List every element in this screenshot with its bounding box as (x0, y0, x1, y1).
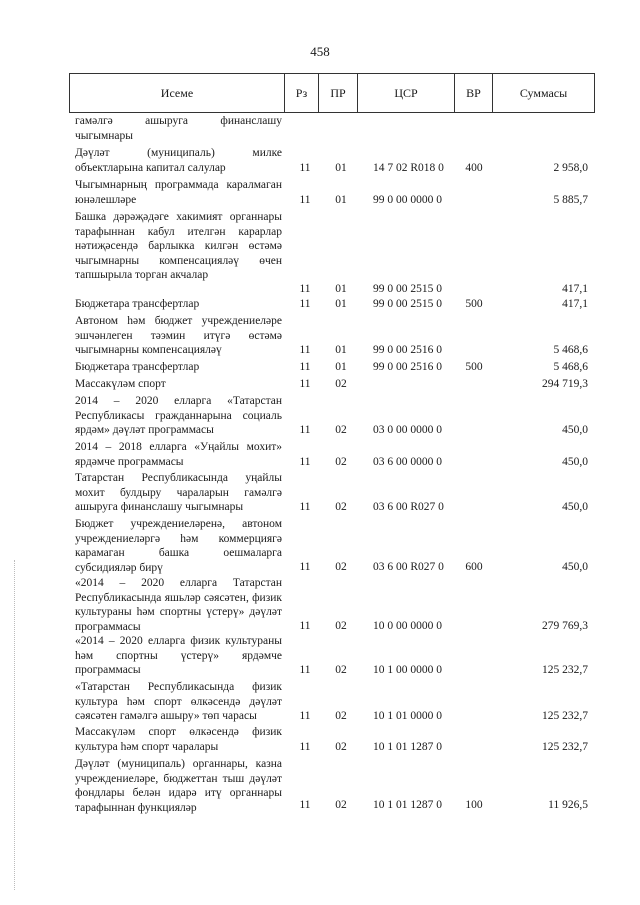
row-csr: 10 1 00 0000 0 (373, 664, 442, 676)
row-rz: 11 (299, 501, 311, 513)
row-rz: 11 (299, 799, 311, 811)
row-name: 2014 – 2018 елларга «Уңайлы мохит» ярдәмче программасы (75, 441, 282, 468)
row-rz: 11 (299, 162, 311, 174)
row-rz: 11 (299, 710, 311, 722)
row-name: Татарстан Республикасында уңайлы мохит булдыру чараларын гамәлгә ашыруга финанслашу чыгымнары (75, 472, 282, 513)
header-rz: Рз (284, 74, 318, 112)
row-rz: 11 (299, 344, 311, 356)
row-vr: 400 (465, 162, 483, 174)
row-name: Бюджет учреждениеләренә, автоном учреждениеләргә һәм коммерциягә карамаган башка оешмаларга субсидияләр бирү (75, 518, 282, 574)
header-sum: Суммасы (492, 74, 594, 112)
row-name: Бюджетара трансфертлар (75, 361, 200, 373)
header-name: Исеме (160, 85, 194, 100)
row-rz: 11 (299, 664, 311, 676)
row-sum: 2 958,0 (553, 162, 588, 174)
header-pr: ПР (318, 74, 357, 112)
row-pr: 02 (335, 664, 347, 676)
row-rz: 11 (299, 194, 311, 206)
header-vr: ВР (454, 74, 492, 112)
row-rz: 11 (299, 361, 311, 373)
row-rz: 11 (299, 456, 311, 468)
row-name: 2014 – 2020 елларга «Татарстан Республикасы гражданнарына социаль ярдәм» дәүләт программасы (75, 395, 282, 436)
row-pr: 02 (335, 741, 347, 753)
row-name: «2014 – 2020 елларга физик культураны һәм спортны үстерү» ярдәмче программасы (75, 635, 282, 676)
table-header (69, 73, 595, 113)
row-rz: 11 (299, 561, 311, 573)
row-name: гамәлгә ашыруга финанслашу чыгымнары (75, 115, 282, 142)
row-csr: 99 0 00 0000 0 (373, 194, 442, 206)
row-csr: 03 6 00 R027 0 (373, 501, 444, 513)
row-sum: 450,0 (562, 424, 588, 436)
row-pr: 02 (335, 378, 347, 390)
row-sum: 11 926,5 (548, 799, 588, 811)
row-csr: 10 1 01 0000 0 (373, 710, 442, 722)
row-sum: 5 468,6 (553, 361, 588, 373)
row-csr: 10 1 01 1287 0 (373, 741, 442, 753)
row-csr: 10 1 01 1287 0 (373, 799, 442, 811)
row-vr: 600 (465, 561, 483, 573)
row-pr: 02 (335, 561, 347, 573)
row-sum: 125 232,7 (542, 741, 588, 753)
row-pr: 02 (335, 501, 347, 513)
row-name: Автоном һәм бюджет учреждениеләре эшчәнлеген тәэмин итүгә өстәмә чыгымнарны компенсацияләү (75, 315, 282, 356)
row-name: Бюджетара трансфертлар (75, 298, 200, 310)
row-pr: 01 (335, 194, 347, 206)
row-sum: 125 232,7 (542, 664, 588, 676)
row-csr: 03 0 00 0000 0 (373, 424, 442, 436)
header-csr: ЦСР (357, 74, 454, 112)
row-sum: 125 232,7 (542, 710, 588, 722)
row-name: Башка дәрәҗәдәге хакимият органнары тарафыннан кабул ителгән карарлар нәтиҗәсендә барлыкка килгән өстәмә чыгымнарны компенсацияләү өчен тапшырыла торган акчалар (75, 211, 282, 281)
row-pr: 02 (335, 710, 347, 722)
row-sum: 5 885,7 (553, 194, 588, 206)
row-name: Массакүләм спорт (75, 378, 166, 390)
row-sum: 450,0 (562, 501, 588, 513)
row-name: Дәүләт (муниципаль) милке объектларына капитал салулар (75, 147, 282, 174)
row-name: Чыгымнарның программада каралмаган юнәлешләре (75, 179, 282, 206)
row-vr: 500 (465, 361, 483, 373)
row-sum: 417,1 (562, 298, 588, 310)
row-csr: 99 0 00 2515 0 (373, 283, 442, 295)
row-sum: 279 769,3 (542, 620, 588, 632)
row-rz: 11 (299, 283, 311, 295)
row-pr: 02 (335, 620, 347, 632)
row-sum: 450,0 (562, 561, 588, 573)
row-name: «Татарстан Республикасында физик культура һәм спорт өлкәсендә дәүләт сәясәтен гамәлгә ашыру» төп чарасы (75, 681, 282, 722)
row-csr: 03 6 00 0000 0 (373, 456, 442, 468)
row-sum: 294 719,3 (542, 378, 588, 390)
row-csr: 03 6 00 R027 0 (373, 561, 444, 573)
row-pr: 02 (335, 799, 347, 811)
row-csr: 10 0 00 0000 0 (373, 620, 442, 632)
row-csr: 99 0 00 2516 0 (373, 344, 442, 356)
row-name: Дәүләт (муниципаль) органнары, казна учреждениеләре, бюджеттан тыш дәүләт фондлары белән идарә итү органнары тарафыннан функцияләр (75, 758, 282, 814)
row-pr: 01 (335, 298, 347, 310)
row-csr: 14 7 02 R018 0 (373, 162, 444, 174)
row-rz: 11 (299, 741, 311, 753)
row-rz: 11 (299, 378, 311, 390)
row-name: Массакүләм спорт өлкәсендә физик культура һәм спорт чаралары (75, 726, 282, 753)
row-vr: 100 (465, 799, 483, 811)
row-name: «2014 – 2020 елларга Татарстан Республикасында яшьләр сәясәтен, физик культураны һәм спортны үстерү» дәүләт программасы (75, 577, 282, 633)
row-vr: 500 (465, 298, 483, 310)
row-rz: 11 (299, 620, 311, 632)
row-rz: 11 (299, 298, 311, 310)
row-csr: 99 0 00 2516 0 (373, 361, 442, 373)
row-rz: 11 (299, 424, 311, 436)
row-pr: 01 (335, 283, 347, 295)
row-sum: 417,1 (562, 283, 588, 295)
row-sum: 5 468,6 (553, 344, 588, 356)
row-pr: 01 (335, 344, 347, 356)
row-pr: 02 (335, 424, 347, 436)
row-pr: 01 (335, 361, 347, 373)
row-csr: 99 0 00 2515 0 (373, 298, 442, 310)
row-pr: 01 (335, 162, 347, 174)
page-number: 458 (310, 44, 330, 59)
scan-margin-dots (14, 560, 17, 890)
row-pr: 02 (335, 456, 347, 468)
row-sum: 450,0 (562, 456, 588, 468)
